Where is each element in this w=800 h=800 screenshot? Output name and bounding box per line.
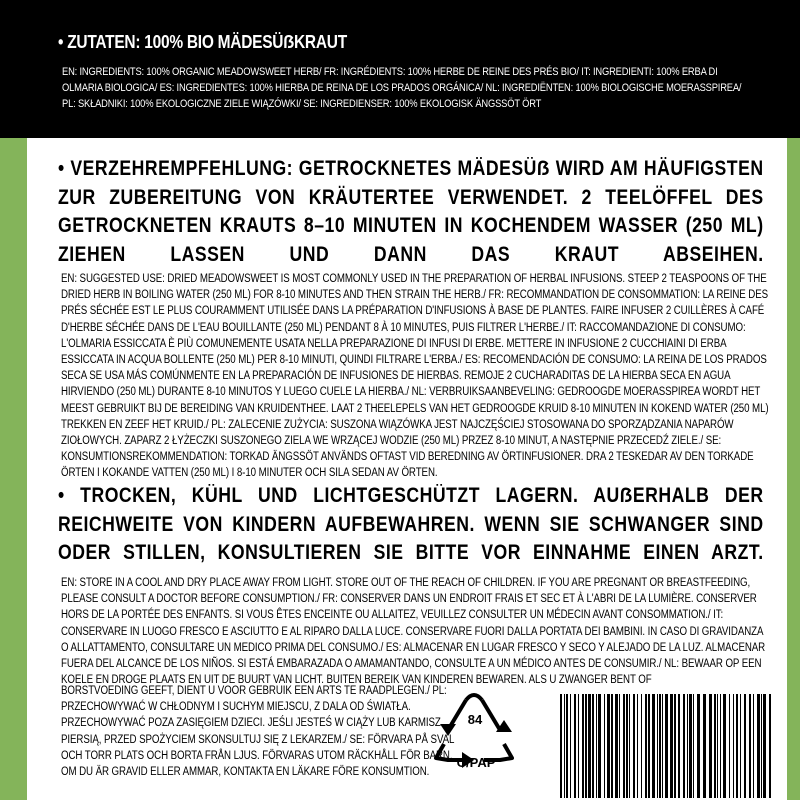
barcode-bar	[564, 694, 565, 798]
barcode-bar	[652, 694, 655, 798]
barcode-bar	[749, 694, 751, 798]
barcode-bar	[717, 694, 718, 798]
barcode-bar	[629, 694, 630, 798]
barcode-bar	[723, 694, 726, 798]
barcode-bar	[570, 694, 571, 798]
barcode-bar	[648, 694, 650, 798]
barcode-bar	[744, 694, 746, 798]
barcode-bar	[674, 694, 676, 798]
barcode-bar	[596, 694, 597, 798]
barcode-bar	[598, 694, 601, 798]
barcode-bar	[769, 694, 771, 798]
usage-heading: • VERZEHREMPFEHLUNG: GETROCKNETES MÄDESÜẞ WIRD AM HÄUFIGSTEN ZUR ZUBEREITUNG VON KRÄUTERTEE VERWENDET. 2 TEELÖFFEL DES GETROCKNETEN KRAUTS 8–10 MINUTEN IN KOCHENDEM WASSER (250 ML) ZIEHEN LASSEN UND DANN DAS KRAUT ABSEIHEN.	[58, 157, 764, 266]
barcode-bar	[714, 694, 716, 798]
barcode-bar	[560, 694, 562, 798]
barcode-bar	[626, 694, 628, 798]
barcode-bar	[665, 694, 668, 798]
recycle-material-label: C/PAP	[456, 755, 496, 770]
barcode-bar	[592, 694, 594, 798]
recycle-code: 84	[467, 712, 483, 727]
barcode-bar	[683, 694, 685, 798]
barcode-bar	[619, 694, 620, 798]
barcode-bar	[641, 694, 642, 798]
usage-translations: EN: SUGGESTED USE: DRIED MEADOWSWEET IS MOST COMMONLY USED IN THE PREPARATION OF HERBAL INFUSIONS. STEEP 2 TEASPOONS OF THE DRIED HERB IN BOILING WATER (250 ML) FOR 8-10 MINUTES AND THEN STRAIN THE HERB./ FR: RECOMMANDATION DE CONSOMMATION: LA REINE DES PRÉS SÉCHÉE EST LE PLUS COURAMMENT UTILISÉE DANS LA PRÉPARATION D'INFUSIONS À BASE DE PLANTES. FAIRE INFUSER 2 CUILLÈRES À CAFÉ D'HERBE SÉCHÉE DANS DE L'EAU BOUILLANTE (250 ML) PENDANT 8 À 10 MINUTES, PUIS FILTRER L'HERBE./ IT: RACCOMANDAZIONE DI CONSUMO: L'OLMARIA ESSICCATA È PIÙ COMUNEMENTE USATA NELLA PREPARAZIONE DI INFUSI DI ERBE. METTERE IN INFUSIONE 2 CUCCHIAINI DI ERBA ESSICCATA IN ACQUA BOLLENTE (250 ML) PER 8-10 MINUTI, QUINDI FILTRARE L'ERBA./ ES: RECOMENDACIÓN DE CONSUMO: LA REINA DE LOS PRADOS SECA SE USA MÁS COMÚNMENTE EN LA PREPARACIÓN DE INFUSIONES DE HIERBAS. REMOJE 2 CUCHARADITAS DE LA HIERBA SECA EN AGUA HIRVIENDO (250 ML) DURANTE 8-10 MINUTOS Y LUEGO CUELE LA HIERBA./ NL: VERBRUIKSAANBEVELING: GEDROOGDE MOERASSPIREA WORDT HET MEEST GEBRUIKT BIJ DE BEREIDING VAN KRUIDENTHEE. LAAT 2 THEELEPELS VAN HET GEDROOGDE KRUID 8-10 MINUTEN IN KOKEND WATER (250 ML) TREKKEN EN ZEEF HET KRUID./ PL: ZALECENIE ZUŻYCIA: SUSZONA WIĄZÓWKA JEST NAJCZĘŚCIEJ STOSOWANA DO SPORZĄDZANIA NAPARÓW ZIOŁOWYCH. ZAPARZ 2 ŁYŻECZKI SUSZONEGO ZIELA WE WRZĄCEJ WODZIE (250 ML) PRZEZ 8-10 MINUT, A NASTĘPNIE PRZECEDŹ ZIELE./ SE: KONSUMTIONSREKOMMENDATION: TORKAD ÄNGSSÖT ANVÄNDS OFTAST VID BEREDNING AV ÖRTINFUSIONER. DRA 2 TESKEDAR AV DEN TORKADE ÖRTEN I KOKANDE VATTEN (250 ML) I 8-10 MINUTER OCH SILA SEDAN AV ÖRTEN.	[61, 273, 769, 480]
barcode-bar	[761, 694, 762, 798]
barcode-bar	[611, 694, 613, 798]
barcode-bar	[757, 694, 760, 798]
barcode-bar	[709, 694, 712, 798]
barcode-bar	[578, 694, 579, 798]
barcode-bar	[623, 694, 625, 798]
ingredients-title: • ZUTATEN: 100% BIO MÄDESÜẞKRAUT	[58, 32, 347, 52]
barcode-bar	[697, 694, 700, 798]
barcode-bar	[604, 694, 605, 798]
storage-translations-continued: BORSTVOEDING GEEFT, DIENT U VOOR GEBRUIK EEN ARTS TE RAADPLEGEN./ PL: PRZECHOWYWAĆ W CHŁODNYM I SUCHYM MIEJSCU, Z DALA OD ŚWIATŁA. PRZECHOWYWAĆ POZA ZASIĘGIEM DZIECI. JEŚLI JESTEŚ W CIĄŻY LUB KARMISZ PIERSIĄ, PRZED SPOŻYCIEM SKONSULTUJ SIĘ Z LEKARZEM./ SE: FÖRVARA PÅ SVAL OCH TORR PLATS OCH BORTA FRÅN LJUS. FÖRVARAS UTOM RÄCKHÅLL FÖR BARN. OM DU ÄR GRAVID ELLER AMMAR, KONTAKTA EN LÄKARE FÖRE KONSUMTION.	[61, 685, 454, 779]
barcode-bar	[693, 694, 694, 798]
barcode-bar	[733, 694, 734, 798]
barcode-bar	[657, 694, 658, 798]
barcode-bar	[729, 694, 730, 798]
barcode-bar	[615, 694, 618, 798]
recycle-triangle-icon	[428, 688, 520, 786]
barcode-bar	[763, 694, 766, 798]
barcode-bar	[574, 694, 576, 798]
storage-translations: EN: STORE IN A COOL AND DRY PLACE AWAY FROM LIGHT. STORE OUT OF THE REACH OF CHILDREN. IF YOU ARE PREGNANT OR BREASTFEEDING, PLEASE CONSULT A DOCTOR BEFORE CONSUMPTION./ FR: CONSERVER DANS UN ENDROIT FRAIS ET SEC ET À L'ABRI DE LA LUMIÈRE. CONSERVER HORS DE LA PORTÉE DES ENFANTS. SI VOUS ÊTES ENCEINTE OU ALLAITEZ, VEUILLEZ CONSULTER UN MÉDECIN AVANT CONSOMMATION./ IT: CONSERVARE IN LUOGO FRESCO E ASCIUTTO E AL RIPARO DALLA LUCE. CONSERVARE FUORI DALLA PORTATA DEI BAMBINI. IN CASO DI GRAVIDANZA O ALLATTAMENTO, CONSULTARE UN MEDICO PRIMA DEL CONSUMO./ ES: ALMACENAR EN LUGAR FRESCO Y SECO Y ALEJADO DE LA LUZ. ALMACENAR FUERA DEL ALCANCE DE LOS NIÑOS. SI ESTÁ EMBARAZADA O AMAMANTANDO, CONSULTE A UN MÉDICO ANTES DE CONSUMIR./ NL: BEWAAR OP EEN KOELE EN DROGE PLAATS EN UIT DE BUURT VAN LICHT. BUITEN BEREIK VAN KINDEREN BEWAREN. ALS U ZWANGER BENT OF	[61, 577, 766, 687]
ingredients-translations: EN: INGREDIENTS: 100% ORGANIC MEADOWSWEET HERB/ FR: INGRÉDIENTS: 100% HERBE DE REINE DES PRÉS BIO/ IT: INGREDIENTI: 100% ERBA DI OLMARIA BIOLOGICA/ ES: INGREDIENTES: 100% HIERBA DE REINA DE LOS PRADOS ORGÁNICA/ NL: INGREDIËNTEN: 100% BIOLOGISCHE MOERASSPIREA/ PL: SKŁADNIKI: 100% EKOLOGICZNE ZIELE WIĄZÓWKI/ SE: INGREDIENSER: 100% EKOLOGISK ÄNGSSÖT ÖRT	[62, 66, 742, 110]
barcode-bar	[585, 694, 587, 798]
ingredients-band	[0, 0, 800, 138]
barcode-bar	[607, 694, 610, 798]
storage-heading: • TROCKEN, KÜHL UND LICHTGESCHÜTZT LAGERN. AUẞERHALB DER REICHWEITE VON KINDERN AUFBEWAHREN. WENN SIE SCHWANGER SIND ODER STILLEN, KONSULTIEREN SIE BITTE VOR EINNAHME EINEN ARZT.	[58, 484, 764, 564]
barcode-bar	[720, 694, 721, 798]
barcode-bar	[633, 694, 635, 798]
barcode-bar	[582, 694, 584, 798]
barcode-icon	[556, 690, 776, 798]
barcode-bar	[687, 694, 688, 798]
barcode-bar	[637, 694, 638, 798]
barcode-bar	[689, 694, 692, 798]
barcode-bar	[566, 694, 568, 798]
barcode-bar	[740, 694, 741, 798]
barcode-bar	[645, 694, 647, 798]
barcode-bar	[753, 694, 754, 798]
barcode-bar	[703, 694, 706, 798]
barcode-bar	[662, 694, 663, 798]
barcode-bar	[736, 694, 738, 798]
barcode-bar	[678, 694, 680, 798]
barcode-bar	[659, 694, 661, 798]
barcode-bar	[588, 694, 591, 798]
barcode-bar	[670, 694, 673, 798]
